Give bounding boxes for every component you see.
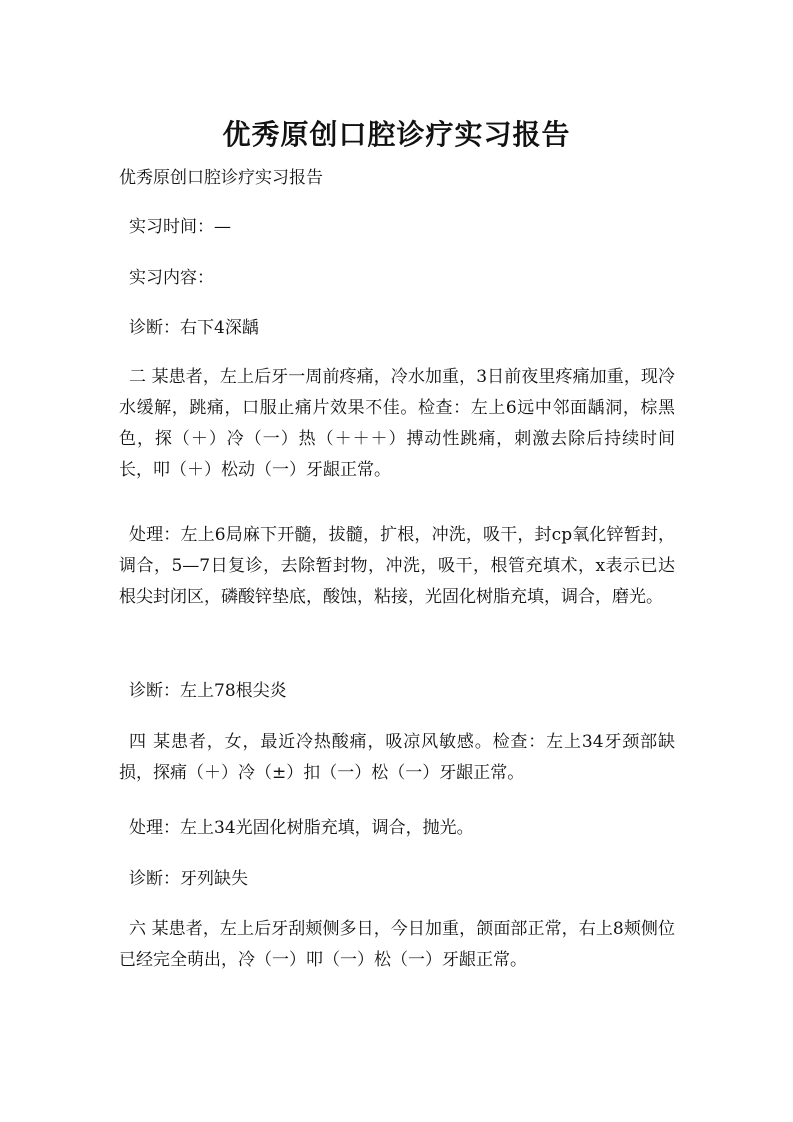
paragraph-treatment-1: 处理：左上6局麻下开髓，拔髓，扩根，冲洗，吸干，封cp氧化锌暂封，调合，5—7日复诊，去除暂封物，冲洗，吸干，根管充填术，x表示已达根尖封闭区，磷酸锌垫底，酸蚀，粘接，光固化树脂充填，调合，磨光。 xyxy=(119,525,675,607)
paragraph-diagnosis-2: 诊断：左上78根尖炎 xyxy=(129,681,287,701)
document-title: 优秀原创口腔诊疗实习报告 xyxy=(222,117,571,151)
paragraph-case-6: 六 某患者，左上后牙刮颊侧多日，今日加重，颌面部正常，右上8颊侧位已经完全萌出，冷（一）叩（一）松（一）牙龈正常。 xyxy=(119,919,675,970)
paragraph-case-2: 二 某患者，左上后牙一周前疼痛，冷水加重，3日前夜里疼痛加重，现冷水缓解，跳痛，口服止痛片效果不佳。检查：左上6远中邻面龋洞，棕黑色，探（＋）冷（一）热（＋＋＋）搏动性跳痛，刺激去除后持续时间长，叩（＋）松动（一）牙龈正常。 xyxy=(119,367,675,480)
paragraph-diagnosis-3: 诊断：牙列缺失 xyxy=(129,869,248,889)
paragraph-internship-content: 实习内容： xyxy=(129,268,214,288)
paragraph-treatment-2: 处理：左上34光固化树脂充填，调合，抛光。 xyxy=(129,818,474,838)
paragraph-internship-time: 实习时间：— xyxy=(129,217,231,237)
paragraph-subtitle: 优秀原创口腔诊疗实习报告 xyxy=(119,168,323,188)
paragraph-diagnosis-1: 诊断：右下4深龋 xyxy=(129,318,259,338)
paragraph-case-4: 四 某患者，女，最近冷热酸痛，吸凉风敏感。检查：左上34牙颈部缺损，探痛（＋）冷（±）扣（一）松（一）牙龈正常。 xyxy=(119,732,675,783)
